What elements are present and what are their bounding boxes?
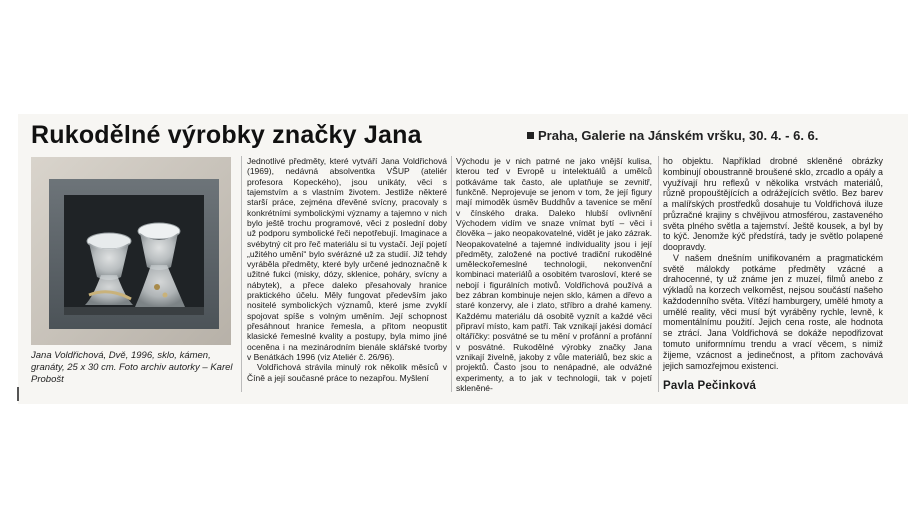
- paragraph: V našem dnešním unifikovaném a pragmatickém světě málokdy potkáme předměty vzácné a drahocenné, ty už známe jen z muzeí, filmů anebo z výkladů na korzech velkoměst, nejsou součástí našeho každodenního světa. Vítězí hamburgery, umělé hmoty a umělé reality, věci musí být vyráběny rychle, levně, k momentálnímu použití. Jejich cena roste, ale hodnota se ztrácí. Jana Voldřichová se dokáže nepodřizovat tomuto uniformnímu trendu a vrací věcem, s nimiž žijeme, vzácnost a jedinečnost, a přitom zachovává jejich samozřejmou existenci.: [663, 252, 883, 371]
- photo-caption: Jana Voldřichová, Dvě, 1996, sklo, kámen, granáty, 25 x 30 cm. Foto archiv autorky – Karel Probošt: [31, 350, 233, 385]
- glass-objects-image: [31, 157, 231, 345]
- venue-text: Praha, Galerie na Jánském vršku, 30. 4. - 6. 6.: [538, 128, 819, 143]
- article-column-1: [247, 156, 447, 383]
- article-column-2: [456, 156, 652, 393]
- column-divider: [658, 156, 659, 392]
- artwork-photo: [31, 157, 231, 345]
- bullet-square-icon: [527, 132, 534, 139]
- paragraph: Voldřichová strávila minulý rok několik měsíců v Číně a její současné práce to nezapřou. Myšlení: [247, 362, 447, 383]
- column-divider: [241, 156, 242, 392]
- paragraph: ho objektu. Například drobné skleněné obrázky kombinují oboustranně broušené sklo, zrcadlo a opály a využívají hru reflexů v několika vrstvách materiálů, různě propouštějících a odrážejících světlo. Bez barev a malířských prostředků dosahuje tu Voldřichová iluze průzračné krajiny s chvějivou atmosférou, zastaveného světa plného světla a tajemství. Ještě kousek, a byl by to kýč. Jenomže kýč předstírá, tady je světlo polapené doopravdy.: [663, 156, 883, 253]
- paragraph: Jednotlivé předměty, které vytváří Jana Voldřichová (1969), nedávná absolventka VŠUP (ateliér profesora Kopeckého), jsou unikáty, věci s tajemstvím a s vlastním životem. Jestliže některé starší práce, zejména dřevěné svícny, pracovaly s konkrétními symbolickými významy a tajemno v nich bylo ještě trochu programové, věci z poslední doby už podporu symbolické řeči nepotřebují. Imaginace a svébytný cit pro řeč materiálu si tu vystačí. Její pojetí „užitého umění“ bylo svérázné už za studií. Již tehdy vyráběla předměty, které byly určené jednoznačně k užitné fukci (misky, dózy, sklenice, poháry, svícny a nábytek), a přece daleko přesahovaly hranice praktického účelu. Měly fungovat především jako nositelé symbolických významů, které jsme zvyklí spojovat spíše s volným uměním. Její schopnost přesáhnout hranice řemesla, a přitom neopustit klasické řemeslné kvality a postupy, byla mimo jiné oceněna i na mezinárodním bienále sklářské tvorby v Benátkách 1996 (viz Ateliér č. 26/96).: [247, 156, 447, 362]
- column-divider: [451, 156, 452, 392]
- article-headline: Rukodělné výrobky značky Jana: [31, 121, 422, 149]
- clipping-edge-mark: [17, 387, 19, 401]
- article-column-3: [663, 156, 883, 392]
- exhibition-venue: [527, 128, 818, 143]
- author-byline: Pavla Pečinková: [663, 380, 757, 393]
- paragraph: Východu je v nich patrné ne jako vnější kulisa, kterou teď v Evropě u intelektuálů a umělců potkáváme tak často, ale uplatňuje se zevnitř, funkčně. Neprojevuje se jenom v tom, že její figury mají mimoděk úsměv Buddhův a tavenice se mění v čínského draka. Daleko hlubší ovlivnění Východem vidím ve snaze vnímat bytí – věci i člověka – jako neopakovatelné, vidět je jako zázrak. Neopakovatelné a tajemné individuality jsou i její předměty, založené na poctivé tradiční rukodělné uměleckořemeslné technologii, nekonvenční kombinaci materiálů a osobitém tvarosloví, které se nebojí i figurálních motivů. Voldřichová používá a bez zábran kombinuje nejen sklo, kámen a dřevo a staré konzervy, ale i zlato, stříbro a drahé kameny. Každému materiálu dá osobitě vyznít a každé věci připraví místo, kam patří. Tak vznikají jakési domácí oltáříčky: posvátné se tu mění v profánní a profánní v posvátné. Rukodělné výrobky značky Jana vznikají živelně, jakoby z vůle materiálů, bez skic a projektů. Často jsou to nenápadné, ale odvážné experimenty, a to jak v technologii, tak v pojetí skleněné-: [456, 156, 652, 393]
